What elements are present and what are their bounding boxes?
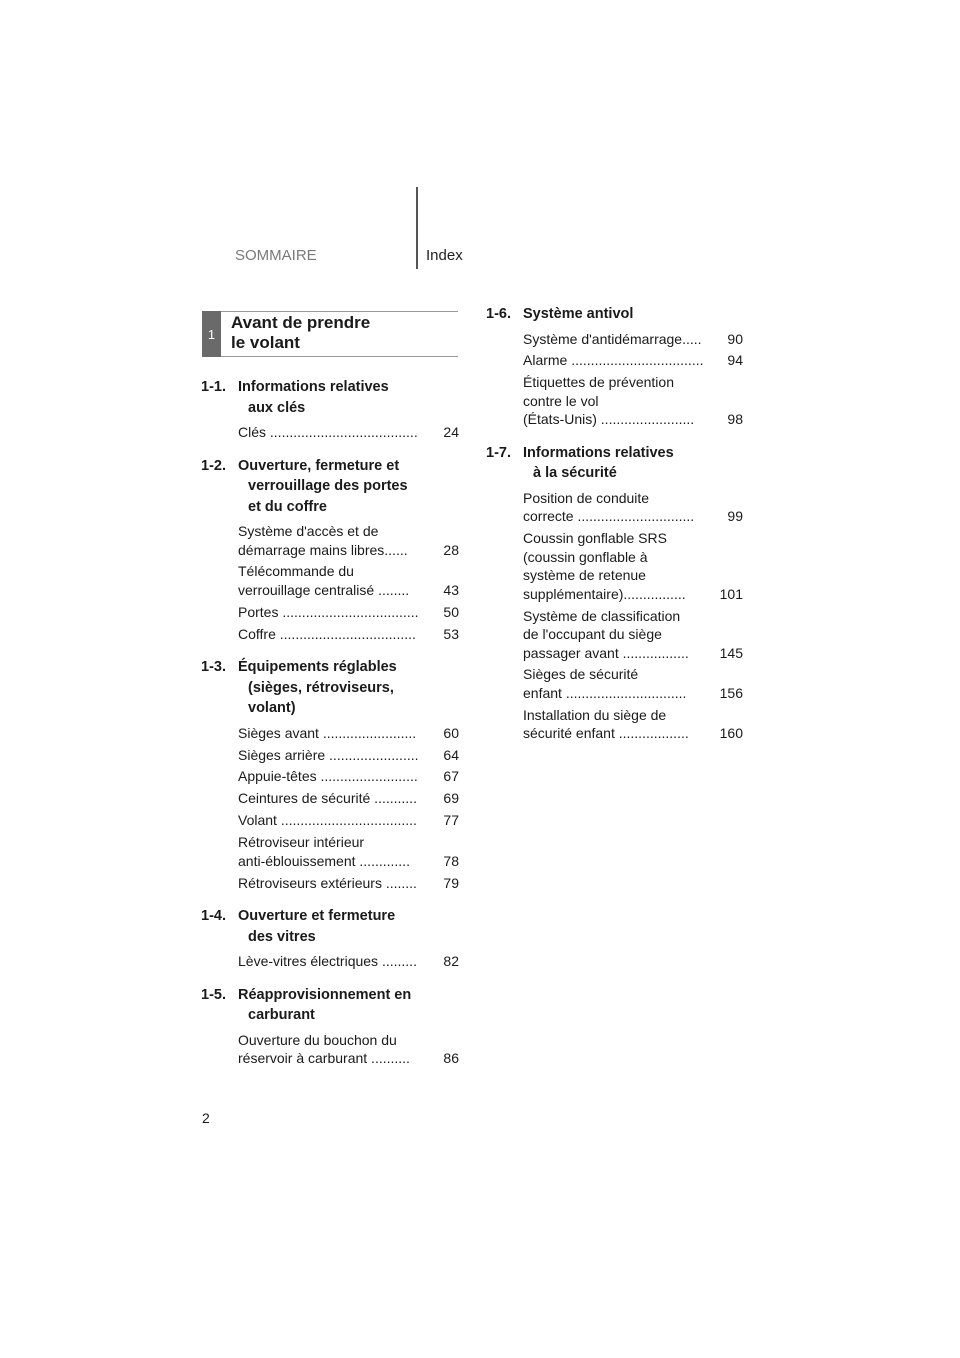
- section-heading[interactable]: [201, 456, 459, 518]
- toc-entry-page: 28: [443, 541, 459, 558]
- section-number: 1-7.: [486, 444, 511, 461]
- toc-entry[interactable]: [238, 789, 459, 808]
- toc-entry[interactable]: [523, 607, 743, 663]
- chapter-number-tab: 1: [202, 311, 221, 357]
- section-title: [238, 657, 459, 719]
- toc-entry[interactable]: [238, 724, 459, 743]
- toc-entry-page: 50: [443, 603, 459, 620]
- toc-entry[interactable]: [238, 562, 459, 599]
- toc-entry[interactable]: [523, 373, 743, 429]
- page-number: 2: [202, 1110, 210, 1126]
- section-title: [238, 985, 459, 1026]
- toc-entry-page: 82: [443, 953, 459, 970]
- section-title: [238, 456, 459, 518]
- toc-entry-label: Appuie-têtes .........................: [238, 768, 418, 785]
- toc-entry-label: Système d'antidémarrage.....: [523, 330, 702, 347]
- toc-entry-label: Clés ......................................: [238, 424, 418, 440]
- toc-entry-page: 145: [719, 644, 743, 661]
- section-heading[interactable]: [201, 377, 459, 418]
- toc-entry[interactable]: [523, 665, 743, 702]
- toc-entry-page: 90: [727, 330, 743, 347]
- toc-entry[interactable]: [523, 330, 743, 349]
- toc-entry[interactable]: [238, 811, 459, 830]
- section-heading[interactable]: [201, 657, 459, 719]
- section-heading[interactable]: [486, 443, 743, 484]
- toc-entry[interactable]: [238, 423, 459, 442]
- toc-entry-label: Coussin gonflable SRS (coussin gonflable à système de retenue supplémentaire)................: [523, 530, 686, 602]
- section-title: [238, 906, 459, 947]
- toc-entry-page: 53: [443, 625, 459, 642]
- section-title-line: Réapprovisionnement en: [238, 986, 412, 1003]
- index-link[interactable]: Index: [426, 247, 463, 264]
- toc-entry-label: Sièges de sécurité enfant ...............................: [523, 666, 687, 701]
- toc-entry-label: Alarme ..................................: [523, 352, 704, 369]
- toc-entry-page: 160: [719, 725, 743, 742]
- toc-entry-page: 156: [719, 684, 743, 701]
- toc-entry-label: Portes ...................................: [238, 603, 419, 620]
- chapter-header: [202, 311, 458, 357]
- toc-entry-label: Système de classification de l'occupant du siège passager avant .................: [523, 607, 689, 661]
- section-title-line: aux clés: [248, 399, 306, 416]
- toc-entry-page: 86: [443, 1050, 459, 1067]
- toc-entry-page: 78: [443, 852, 459, 869]
- section-title-line: volant): [248, 700, 296, 717]
- toc-entry[interactable]: [238, 603, 459, 622]
- toc-section: [201, 657, 459, 892]
- toc-entry[interactable]: [238, 1031, 459, 1068]
- section-title-line: verrouillage des portes: [248, 478, 408, 494]
- toc-entry-label: Système d'accès et de démarrage mains libres......: [238, 523, 408, 558]
- section-title-line: carburant: [248, 1007, 315, 1024]
- toc-entry-label: Ceintures de sécurité ...........: [238, 790, 417, 807]
- section-number: 1-5.: [201, 986, 226, 1003]
- toc-entry-page: 67: [443, 768, 459, 785]
- header-divider: [416, 187, 418, 269]
- toc-entry-page: 64: [443, 746, 459, 763]
- section-title-line: des vitres: [248, 928, 316, 945]
- section-title-line: Informations relatives: [523, 444, 674, 461]
- chapter-rule-top: [221, 311, 458, 312]
- toc-entry-page: 69: [443, 790, 459, 807]
- section-title: [238, 377, 459, 418]
- toc-section: [201, 377, 459, 442]
- section-title-line: Informations relatives: [238, 379, 389, 395]
- toc-entry[interactable]: [523, 529, 743, 603]
- toc-section: [201, 456, 459, 644]
- toc-entry[interactable]: [238, 952, 459, 971]
- toc-entry[interactable]: [238, 746, 459, 765]
- toc-entry-label: Coffre ...................................: [238, 625, 416, 642]
- toc-entry-label: Rétroviseur intérieur anti-éblouissement .............: [238, 834, 410, 869]
- toc-entry-label: Étiquettes de prévention contre le vol (États-Unis) ........................: [523, 374, 695, 428]
- section-heading[interactable]: [201, 906, 459, 947]
- toc-entry-page: 43: [443, 581, 459, 598]
- toc-entry[interactable]: [238, 833, 459, 870]
- toc-entry[interactable]: [523, 351, 743, 370]
- section-title-line: Équipements réglables: [238, 659, 397, 676]
- section-number: 1-1.: [201, 379, 226, 395]
- section-title-line: (sièges, rétroviseurs,: [248, 679, 394, 696]
- toc-entry-label: Sièges arrière .......................: [238, 746, 419, 763]
- toc-section: [486, 443, 743, 743]
- sommaire-link[interactable]: SOMMAIRE: [235, 247, 317, 264]
- toc-entry-label: Télécommande du verrouillage centralisé ........: [238, 563, 410, 598]
- toc-entry-page: 79: [443, 874, 459, 891]
- toc-column-left: [201, 377, 459, 1082]
- section-title-line: et du coffre: [248, 498, 327, 515]
- section-heading[interactable]: [201, 985, 459, 1026]
- toc-entry-page: 77: [443, 812, 459, 829]
- toc-entry-label: Lève-vitres électriques .........: [238, 953, 417, 970]
- toc-entry-label: Sièges avant ........................: [238, 724, 417, 741]
- toc-column-right: [486, 304, 743, 757]
- toc-entry[interactable]: [238, 767, 459, 786]
- toc-entry[interactable]: [523, 706, 743, 743]
- section-title-line: Système antivol: [523, 306, 634, 322]
- section-title-line: Ouverture et fermeture: [238, 908, 396, 925]
- toc-section: [201, 906, 459, 971]
- toc-entry-label: Position de conduite correcte ..............................: [523, 489, 695, 525]
- section-number: 1-4.: [201, 908, 226, 925]
- toc-entry[interactable]: [238, 874, 459, 893]
- section-number: 1-3.: [201, 659, 226, 676]
- section-number: 1-2.: [201, 457, 226, 474]
- toc-entry[interactable]: [238, 522, 459, 559]
- toc-entry-page: 99: [727, 508, 743, 525]
- toc-section: [201, 985, 459, 1068]
- chapter-title: Avant de prendre le volant: [231, 313, 371, 352]
- section-title: [523, 304, 743, 325]
- section-heading[interactable]: [486, 304, 743, 325]
- toc-entry-label: Ouverture du bouchon du réservoir à carburant ..........: [238, 1031, 410, 1067]
- toc-entry-label: Rétroviseurs extérieurs ........: [238, 874, 417, 891]
- section-title-line: à la sécurité: [533, 465, 617, 482]
- toc-section: [486, 304, 743, 429]
- toc-entry[interactable]: [523, 489, 743, 526]
- section-title: [523, 443, 743, 484]
- toc-entry-page: 24: [443, 424, 459, 440]
- toc-entry-label: Volant ...................................: [238, 812, 417, 829]
- toc-entry-page: 98: [727, 411, 743, 428]
- toc-entry[interactable]: [238, 625, 459, 644]
- toc-entry-page: 94: [727, 352, 743, 369]
- toc-entry-label: Installation du siège de sécurité enfant ..................: [523, 706, 689, 742]
- chapter-rule-bottom: [221, 356, 458, 357]
- toc-entry-page: 60: [443, 724, 459, 741]
- section-number: 1-6.: [486, 306, 511, 322]
- toc-entry-page: 101: [719, 585, 743, 602]
- section-title-line: Ouverture, fermeture et: [238, 457, 400, 474]
